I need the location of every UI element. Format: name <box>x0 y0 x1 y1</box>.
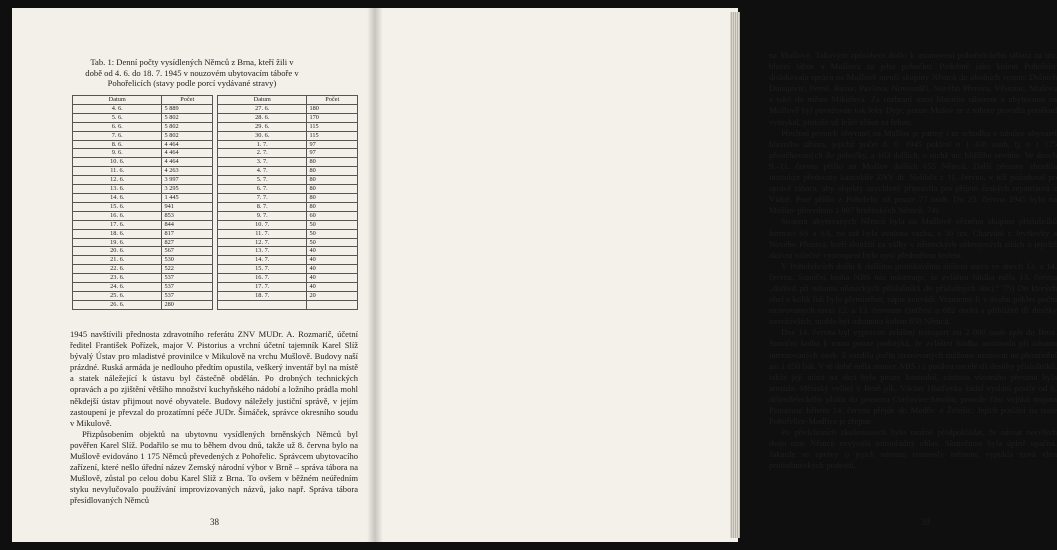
count-cell: 537 <box>162 283 213 292</box>
date-cell: 1. 7. <box>217 140 306 149</box>
left-body-text <box>70 329 358 507</box>
count-cell: 5 802 <box>162 131 213 140</box>
population-table <box>72 95 358 310</box>
table-row <box>73 122 358 131</box>
date-cell: 17. 7. <box>217 283 306 292</box>
count-cell: 3 295 <box>162 185 213 194</box>
date-cell: 5. 6. <box>73 113 162 122</box>
date-cell: 15. 7. <box>217 265 306 274</box>
count-cell <box>307 300 358 309</box>
count-cell: 50 <box>307 229 358 238</box>
table-row <box>73 238 358 247</box>
paragraph: 1945 navštívili přednosta zdravotního referátu ZNV MUDr. A. Rozmarič, účetní ředitel František Pořízek, major V. Pistorius a vrchní účetní tajemník Karel Slíž bývalý Ústav pro mladistvé provinilce v Mikulově na vrchu Mušlově. Budovy naší prázdné. Ruská armáda je nedlouho předtím opustila, veškerý inventář byl na místě a statek náležející k ústavu byl částečně obdělán. Po drobných technických opravách a po zjištění většího množství kuchyňského nádobí a ložního prádla mohl někdejší ústav přijmout nové obyvatele. Budovy náležely justiční správě, v jejím zastoupení je převzal do prozatímní péče JUDr. Šimáček, správce okresního soudu v Mikulově. <box>70 329 358 428</box>
count-cell: 5 802 <box>162 113 213 122</box>
paragraph: V Pohořelicích došlo k dalšímu pronikavému snížení stavu ve dnech 13. a 14. června. Staniční kniha NBS nás informuje, že zvláštní hlídka měla 13. června „dohled při odsunu německých příslušníků do příslušných obcí.“ 75) Do kterých obcí a kolik lidí bylo přemístěno, zápis neuvádí. Vezmeme-li v úvahu pokles počtu stravovaných mezi 12. a 13. červnem (snížení o 682 osob) a přibližně tři desítky navrátivších, mohlo být odsunuto kolem 650 Němců. <box>769 260 1057 327</box>
count-cell: 115 <box>307 122 358 131</box>
table-row <box>73 140 358 149</box>
paragraph: na Mušlově. Takovým způsobem došlo k ustanovení pohořelického tábora za tzv. hlavní tábor a Mušlova za jeho pobočku. Podobně jako kolem Pohořelic dislokovala správa na Mušlově menší skupiny Němců do okolních vesnic: Dolních Dunajovic, Perné, Bavor, Pavlova, Novoseděl, Nového Přerova, Věstonic, Mušova a také do města Mikulova. Za rozhraní mezi hlavním táborem a ubytovnou na Mušlově byl považován tok řeky Dyje, pouze Mušov se z tohoto pravidla poněkud vymykal, protože už ležel zčásti za řekou. <box>769 50 1057 127</box>
count-cell: 567 <box>162 247 213 256</box>
table-row <box>73 291 358 300</box>
count-cell: 4 464 <box>162 140 213 149</box>
date-cell: 26. 6. <box>73 300 162 309</box>
count-cell: 180 <box>307 104 358 113</box>
table-row <box>73 256 358 265</box>
date-cell: 13. 7. <box>217 247 306 256</box>
date-cell: 12. 7. <box>217 238 306 247</box>
table-row <box>73 104 358 113</box>
paragraph: Přechod prvních obyvatel na Mušlov je patrný i ze schodku v tabulce obyvatel hlavního tábora, jejichž počet 8. 6. 1945 poklesl o 1 338 osob, tj. o 1 175 přestěhovaných do pobočky, a 163 dalších, o nichž nic bližšího nevíme. Ve dnech 9.–11. června přišlo na Mušlov dalších 655 Němců. Další přesuny zbrzdila instrukce přednosty kanceláře ZNV dr. Nešňala z 11. června, v níž požadoval po správě tábora, aby objekty urychleně připravila pro příjem českých repatriantů z Vídně. Poté přišlo z Pohořelic už pouze 77 osob. Do 25. června 1945 bylo na Mušlov převedeno 1 907 brněnských Němců. 74) <box>769 127 1057 216</box>
date-cell: 9. 7. <box>217 211 306 220</box>
date-cell: 8. 7. <box>217 202 306 211</box>
table-row <box>73 185 358 194</box>
count-cell: 40 <box>307 283 358 292</box>
count-cell: 522 <box>162 265 213 274</box>
count-cell: 4 263 <box>162 167 213 176</box>
count-cell: 40 <box>307 247 358 256</box>
count-cell: 80 <box>307 158 358 167</box>
count-cell: 941 <box>162 202 213 211</box>
date-cell: 10. 7. <box>217 220 306 229</box>
table-row <box>73 202 358 211</box>
left-page <box>12 8 375 542</box>
header-date-1: Datum <box>73 96 162 105</box>
count-cell: 80 <box>307 185 358 194</box>
date-cell: 5. 7. <box>217 176 306 185</box>
date-cell: 24. 6. <box>73 283 162 292</box>
count-cell: 5 802 <box>162 122 213 131</box>
count-cell: 170 <box>307 113 358 122</box>
page-number: 39 <box>921 517 930 527</box>
header-count-2: Počet <box>307 96 358 105</box>
count-cell: 4 464 <box>162 158 213 167</box>
table-row <box>73 229 358 238</box>
table-row <box>73 113 358 122</box>
table-header-row <box>73 96 358 105</box>
table-row <box>73 211 358 220</box>
count-cell: 4 464 <box>162 149 213 158</box>
date-cell: 11. 6. <box>73 167 162 176</box>
date-cell: 28. 6. <box>217 113 306 122</box>
count-cell: 80 <box>307 193 358 202</box>
count-cell: 1 445 <box>162 193 213 202</box>
count-cell: 530 <box>162 256 213 265</box>
date-cell: 16. 6. <box>73 211 162 220</box>
header-date-2: Datum <box>217 96 306 105</box>
page-number: 38 <box>210 517 219 527</box>
date-cell: 10. 6. <box>73 158 162 167</box>
date-cell: 19. 6. <box>73 238 162 247</box>
date-cell: 29. 6. <box>217 122 306 131</box>
count-cell: 3 997 <box>162 176 213 185</box>
date-cell: 25. 6. <box>73 291 162 300</box>
paragraph: Stranou ubytovaných Němců byla na Mušlově vězněna skupina příslušníků formací SS a SA, na níž byla uvalena vazba, a 50 tzv. Charvátů z Jevišovky a Nového Přerova, kteří sloužili za války v německých ozbrojených silách a jejichž aktivní válečné vystoupení bylo nyní předmětem šetření. <box>769 216 1057 260</box>
date-cell: 4. 6. <box>73 104 162 113</box>
date-cell: 14. 7. <box>217 256 306 265</box>
book-spread <box>12 8 1057 542</box>
table-caption: Tab. 1: Denní počty vysídlených Němců z Brna, kteří žili v době od 4. 6. do 18. 7. 1945 v nouzovém ubytovacím táboře v Pohořelicích (stavy podle porcí vydávané stravy) <box>85 57 299 89</box>
table-row <box>73 158 358 167</box>
count-cell: 80 <box>307 202 358 211</box>
date-cell: 3. 7. <box>217 158 306 167</box>
right-body-text <box>769 50 1057 472</box>
date-cell: 17. 6. <box>73 220 162 229</box>
table-row <box>73 149 358 158</box>
count-cell: 827 <box>162 238 213 247</box>
date-cell: 7. 7. <box>217 193 306 202</box>
count-cell: 40 <box>307 256 358 265</box>
table-row <box>73 193 358 202</box>
count-cell: 5 889 <box>162 104 213 113</box>
count-cell: 280 <box>162 300 213 309</box>
date-cell: 21. 6. <box>73 256 162 265</box>
table-row <box>73 131 358 140</box>
count-cell: 80 <box>307 176 358 185</box>
count-cell: 115 <box>307 131 358 140</box>
date-cell: 18. 7. <box>217 291 306 300</box>
count-cell: 97 <box>307 140 358 149</box>
table-row <box>73 265 358 274</box>
date-cell <box>217 300 306 309</box>
count-cell: 853 <box>162 211 213 220</box>
table-row <box>73 300 358 309</box>
date-cell: 15. 6. <box>73 202 162 211</box>
count-cell: 20 <box>307 291 358 300</box>
paragraph: Po předchozích zkušenostech bylo možné předpokládat, že návrat necelých dvou tisíc Němců nevyvolá mimořádný ohlas. Skutečnost byla úplně opačná. Jakmile se zprávy o jejich návratu rozmesly městem, vypukla nová vlna protiněmeckých protestů. <box>769 427 1057 471</box>
page-edges <box>730 12 740 538</box>
table-row <box>73 283 358 292</box>
count-cell: 537 <box>162 274 213 283</box>
table-row <box>73 167 358 176</box>
date-cell: 18. 6. <box>73 229 162 238</box>
right-page <box>375 8 1057 542</box>
count-cell: 80 <box>307 167 358 176</box>
date-cell: 4. 7. <box>217 167 306 176</box>
date-cell: 16. 7. <box>217 274 306 283</box>
header-count-1: Počet <box>162 96 213 105</box>
date-cell: 13. 6. <box>73 185 162 194</box>
table-row <box>73 247 358 256</box>
table-row <box>73 274 358 283</box>
date-cell: 6. 7. <box>217 185 306 194</box>
count-cell: 50 <box>307 238 358 247</box>
paragraph: Dne 14. června byl vypraven zvláštní transport asi 2 000 osob zpět do Brna. Staniční kniha k tomu pouze podotýká, že zvláštní hlídka asistovala při odsunu internovaných osob. Z rozdílu počtu stravovaných můžeme usuzovat na přemístění asi 1 850 lidí. V té době měla stanice NBS i s posilou necelé tři desítky příslušníků, takže její účast na akci byla pouze kontrolní, zástitou vlastního přesunu byla armáda. Městský velitel v Brně plk. Václav Hlaďovka žádal vyslání posily od 6. dělostřeleckého pluku do prostoru Cvrčovice-Smolín, protože část vojáků majora Pistoriuse během 14. června přejde do Modřic a Želešic. Jejich poslání na trase Pohořelice-Modřice je zřejmé. <box>769 327 1057 427</box>
date-cell: 23. 6. <box>73 274 162 283</box>
count-cell: 537 <box>162 291 213 300</box>
date-cell: 12. 6. <box>73 176 162 185</box>
count-cell: 40 <box>307 265 358 274</box>
date-cell: 30. 6. <box>217 131 306 140</box>
date-cell: 11. 7. <box>217 229 306 238</box>
count-cell: 50 <box>307 220 358 229</box>
table-row <box>73 220 358 229</box>
date-cell: 14. 6. <box>73 193 162 202</box>
date-cell: 9. 6. <box>73 149 162 158</box>
date-cell: 2. 7. <box>217 149 306 158</box>
count-cell: 97 <box>307 149 358 158</box>
count-cell: 40 <box>307 274 358 283</box>
paragraph: Přizpůsobením objektů na ubytovnu vysídlených brněnských Němců byl pověřen Karel Slíž. Podařilo se mu to během dvou dnů, takže už 8. června bylo na Mušlově evidováno 1 175 Němců převedených z Pohořelic. Správcem ubytovacího zařízení, které nešlo úřední název Zemský národní výbor v Brně – správa tábora na Mušlově, zůstal po celou dobu Karel Slíž z Brna. To ovšem v běžném neúředním styku nevylučovalo používání improvizovaných názvů, jako např. Správa tábora přesídlovaných Němců <box>70 428 358 506</box>
date-cell: 20. 6. <box>73 247 162 256</box>
date-cell: 7. 6. <box>73 131 162 140</box>
date-cell: 8. 6. <box>73 140 162 149</box>
count-cell: 844 <box>162 220 213 229</box>
date-cell: 6. 6. <box>73 122 162 131</box>
count-cell: 60 <box>307 211 358 220</box>
date-cell: 27. 6. <box>217 104 306 113</box>
date-cell: 22. 6. <box>73 265 162 274</box>
table-row <box>73 176 358 185</box>
count-cell: 817 <box>162 229 213 238</box>
